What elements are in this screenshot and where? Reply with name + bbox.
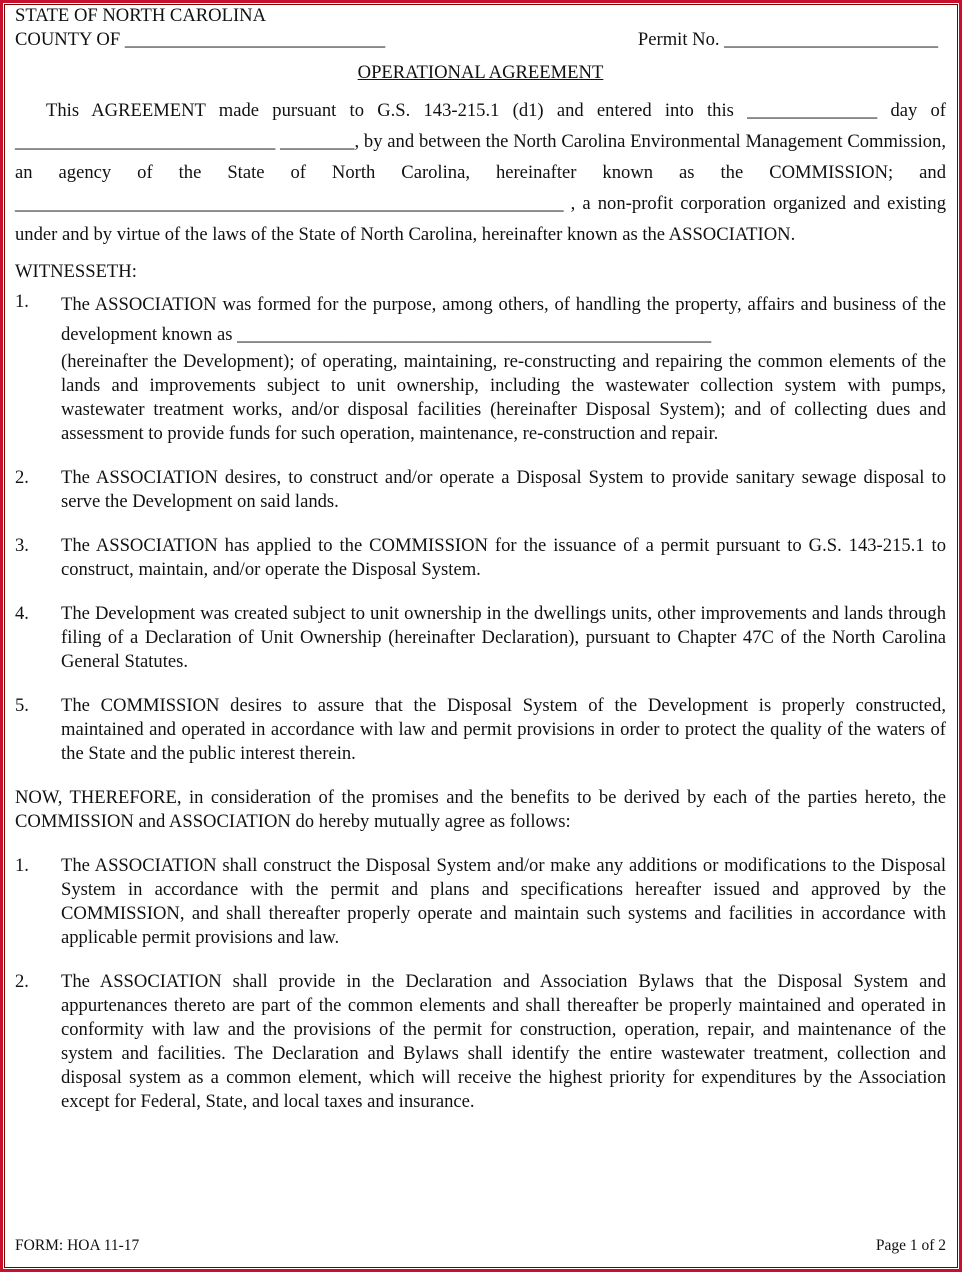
list-item (15, 602, 946, 674)
recitals-list (15, 290, 946, 766)
page-number: Page 1 of 2 (875, 1237, 946, 1254)
county-permit-line (15, 28, 946, 52)
page-footer (15, 1237, 946, 1255)
item-text: The COMMISSION desires to assure that the Disposal System of the Development is properly constructed, maintained and operated in accordance with law and permit provisions in order to protect the quality of the waters of the State and the public interest therein. (61, 695, 946, 764)
item-number: 4. (15, 603, 29, 624)
form-number: FORM: HOA 11-17 (15, 1237, 140, 1254)
item-number: 1. (15, 291, 29, 312)
document-page (15, 4, 946, 1114)
list-item (15, 694, 946, 766)
state-line: STATE OF NORTH CAROLINA (15, 5, 266, 26)
item-text: The ASSOCIATION shall construct the Disposal System and/or make any additions or modifications to the Disposal System in accordance with the permit and plans and specifications hereafter issued and approved by the COMMISSION, and shall thereafter properly operate and maintain such systems and facilities in accordance with applicable permit provisions and law. (61, 855, 946, 948)
list-item (15, 854, 946, 950)
document-title: OPERATIONAL AGREEMENT (357, 62, 604, 83)
list-item (15, 290, 946, 446)
item-text-rest: (hereinafter the Development); of operating, maintaining, re-constructing and repairing the common elements of the lands and improvements subject to unit ownership, including the wastewater collection system with pumps, wastewater treatment works, and/or disposal facilities (hereinafter Disposal System); and of collecting dues and assessment to provide funds for such operation, maintenance, re-construction and repair. (61, 351, 946, 444)
item-number: 5. (15, 695, 29, 716)
item-text: The Development was created subject to unit ownership in the dwellings units, other improvements and lands through filing of a Declaration of Unit Ownership (hereinafter Declaration), pursuant to Chapter 47C of the North Carolina General Statutes. (61, 603, 946, 672)
item-text-first: The ASSOCIATION was formed for the purpose, among others, of handling the property, affairs and business of the development known as ___________________________________________________ (61, 294, 946, 345)
list-item (15, 534, 946, 582)
list-item (15, 970, 946, 1114)
list-item (15, 466, 946, 514)
item-text: The ASSOCIATION shall provide in the Declaration and Association Bylaws that the Disposal System and appurtenances thereto are part of the common elements and shall thereafter be properly maintained and operated in conformity with law and the provisions of the permit for construction, operation, repair, and maintenance of the system and facilities. The Declaration and Bylaws shall identify the entire wastewater treatment, collection and disposal system as a common element, which will receive the highest priority for expenditures by the Association except for Federal, State, and local taxes and insurance. (61, 971, 946, 1112)
item-number: 2. (15, 971, 29, 992)
item-text: The ASSOCIATION has applied to the COMMISSION for the issuance of a permit pursuant to G.S. 143-215.1 to construct, maintain, and/or operate the Disposal System. (61, 535, 946, 580)
witnesseth-heading: WITNESSETH: (15, 261, 137, 282)
item-text: The ASSOCIATION desires, to construct and/or operate a Disposal System to provide sanitary sewage disposal to serve the Development on said lands. (61, 467, 946, 512)
agreements-list (15, 854, 946, 1114)
item-number: 1. (15, 855, 29, 876)
now-therefore-paragraph: NOW, THEREFORE, in consideration of the promises and the benefits to be derived by each of the parties hereto, the COMMISSION and ASSOCIATION do hereby mutually agree as follows: (15, 787, 946, 832)
intro-paragraph: This AGREEMENT made pursuant to G.S. 143-215.1 (d1) and entered into this ______________ day of ____________________________ ________, by and between the North Carolina Environmental Management Commission, an agency of the State of North Carolina, hereinafter known as the COMMISSION; and ___________________________________________________________ , a non-profit corporation organized and existing under and by virtue of the laws of the State of North Carolina, hereinafter known as the ASSOCIATION. (15, 100, 946, 245)
permit-field: Permit No. _______________________ (637, 29, 938, 50)
county-field: COUNTY OF ____________________________ (15, 29, 386, 50)
item-number: 2. (15, 467, 29, 488)
item-number: 3. (15, 535, 29, 556)
